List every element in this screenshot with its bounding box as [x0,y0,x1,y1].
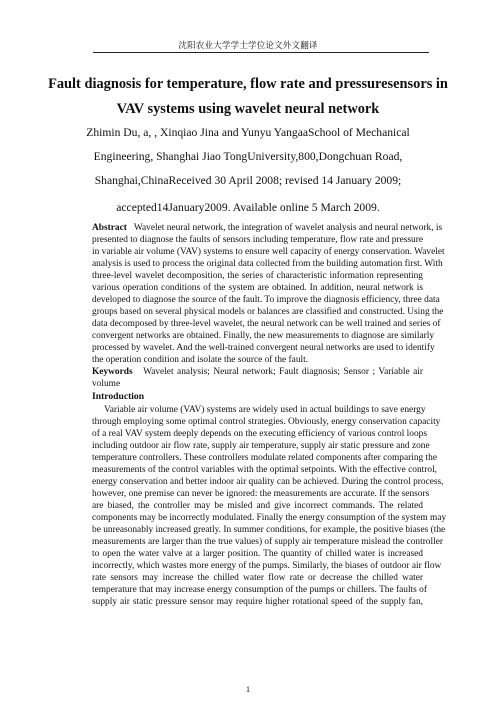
introduction-line: components may be incorrectly modulated. Finally the energy consumption of the system may [92,513,447,523]
introduction-line: measurements are larger than the true values) of supply air temperature mislead the controller [92,537,443,547]
introduction-line: measurements of the control variables with the optimal setpoints. With the effective control, [92,465,438,475]
paper-title-line-2: VAV systems using wavelet neural network [116,101,380,117]
introduction-line: to open the water valve at a larger position. The quantity of chilled water is increased [92,549,423,559]
introduction-line: however, one premise can never be ignored: the measurements are accurate. If the sensors [92,489,430,499]
abstract-line: groups based on several physical models or balances are classified and constructed. Using the [92,307,444,317]
abstract-line: processed by wavelet. And the well-trained convergent neural networks are used to identify [92,343,435,353]
author-line-2: Engineering, Shanghai Jiao TongUniversity,800,Dongchuan Road, [93,150,403,163]
abstract-line: convergent networks are obtained. Finally, the new measurements to diagnose are similarly [92,331,435,341]
header-rule [93,52,429,53]
keywords-line: Keywords Wavelet analysis; Neural network; Fault diagnosis; Sensor ; Variable air [92,367,423,377]
introduction-line: including outdoor air flow rate, supply air temperature, supply air static pressure and zone [92,441,430,451]
author-line-1: Zhimin Du, a, , Xinqiao Jina and Yunyu YangaaSchool of Mechanical [86,126,410,139]
abstract-line: in variable air volume (VAV) systems to ensure well capacity of energy conservation. Wavelet [92,247,445,257]
abstract-line: the operation condition and isolate the source of the fault. [92,355,309,365]
author-line-4: accepted14January2009. Available online 5 March 2009. [116,201,380,214]
introduction-line: incorrectly, which wastes more energy of the pumps. Similarly, the biases of outdoor air flow [92,561,442,571]
keywords-label: Keywords [92,367,133,377]
introduction-line: Variable air volume (VAV) systems are widely used in actual buildings to save energy [104,405,426,415]
abstract-line: analysis is used to process the original data collected from the building automation first. With [92,259,443,269]
keywords-line: volume [92,379,121,389]
abstract-line: Abstract Wavelet neural network, the integration of wavelet analysis and neural network, is [92,223,443,233]
introduction-line: temperature that may increase energy consumption of the pumps or chillers. The faults of [92,585,427,595]
introduction-line: temperature controllers. These controllers modulate related components after comparing the [92,453,438,463]
abstract-line: various operation conditions of the system are obtained. In addition, neural network is [92,283,423,293]
paper-title-line-1: Fault diagnosis for temperature, flow rate and pressuresensors in [48,76,448,92]
introduction-line: supply air static pressure sensor may require higher rotational speed of the supply fan, [92,597,423,607]
author-line-3: Shanghai,ChinaReceived 30 April 2008; revised 14 January 2009; [94,174,402,187]
abstract-line: data decomposed by three-level wavelet, the neural network can be well trained and series of [92,319,441,329]
introduction-line: of a real VAV system deeply depends on the executing efficiency of various control loops [92,429,427,439]
introduction-line: be unreasonably increased greatly. In summer conditions, for example, the positive biases (the [92,525,446,535]
abstract-line: presented to diagnose the faults of sensors including temperature, flow rate and pressure [92,235,423,245]
abstract-label: Abstract [92,223,127,233]
introduction-line: through employing some optimal control strategies. Obviously, energy conservation capacity [92,417,441,427]
header-text: 沈阳农业大学学士学位论文外文翻译 [178,40,318,50]
abstract-line: developed to diagnose the source of the fault. To improve the diagnosis efficiency, three data [92,295,440,305]
introduction-line: are biased, the controller may be misled and give incorrect commands. The related [92,501,423,511]
abstract-line: three-level wavelet decomposition, the series of characteristic information representing [92,271,423,281]
page-number: 1 [245,684,251,694]
introduction-heading: Introduction [92,391,145,402]
introduction-line: energy conservation and better indoor air quality can be achieved. During the control process, [92,477,444,487]
introduction-line: rate sensors may increase the chilled water flow rate or decrease the chilled water [92,573,423,583]
